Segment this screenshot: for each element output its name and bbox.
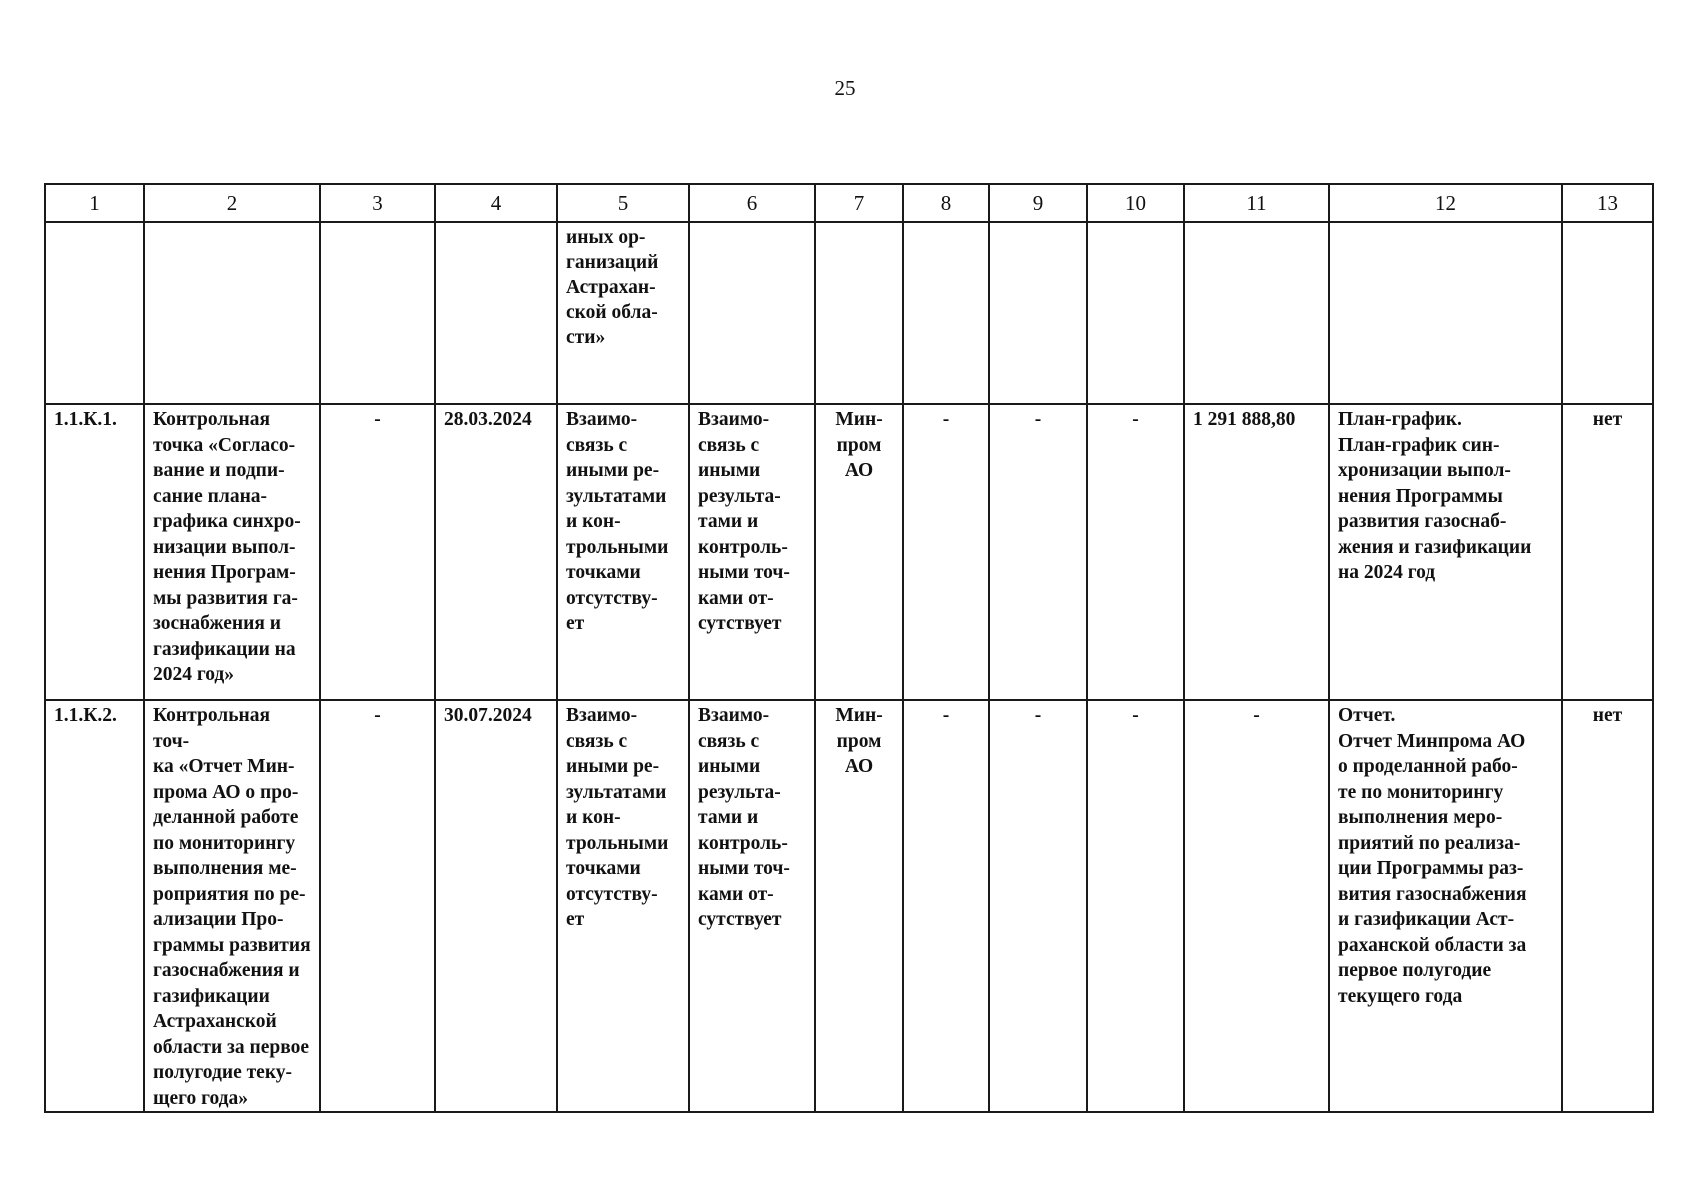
column-header-8: 8 — [903, 184, 989, 222]
cell-col9: - — [989, 404, 1087, 700]
cell-date: 30.07.2024 — [435, 700, 557, 1112]
column-header-3: 3 — [320, 184, 435, 222]
column-header-9: 9 — [989, 184, 1087, 222]
cell-col8 — [903, 222, 989, 404]
column-header-7: 7 — [815, 184, 903, 222]
cell-relation-results: Взаимо- связь с иными ре- зультатами и кон- трольными точками отсутству- ет — [557, 404, 689, 700]
cell-document — [1329, 222, 1562, 404]
column-header-12: 12 — [1329, 184, 1562, 222]
cell-amount — [1184, 222, 1329, 404]
cell-document: План-график. План-график син- хронизации выпол- нения Программы развития газоснаб- жения и газификации на 2024 год — [1329, 404, 1562, 700]
cell-col10: - — [1087, 700, 1184, 1112]
cell-col3: - — [320, 404, 435, 700]
checkpoints-table — [44, 183, 1654, 1113]
cell-number: 1.1.К.2. — [45, 700, 144, 1112]
checkpoint-row-2 — [45, 700, 1653, 1112]
continuation-row — [45, 222, 1653, 404]
cell-col13: нет — [1562, 404, 1653, 700]
cell-col10 — [1087, 222, 1184, 404]
cell-amount: 1 291 888,80 — [1184, 404, 1329, 700]
column-header-13: 13 — [1562, 184, 1653, 222]
cell-document: Отчет. Отчет Минпрома АО о проделанной рабо- те по мониторингу выполнения меро- приятий по реализа- ции Программы раз- вития газоснабжения и газификации Аст- раханской области за первое полугодие текущего года — [1329, 700, 1562, 1112]
cell-col13 — [1562, 222, 1653, 404]
cell-col8: - — [903, 404, 989, 700]
cell-name: Контрольная точка «Согласо- вание и подпи- сание плана- графика синхро- низации выпол- нения Програм- мы развития га- зоснабжения и газификации на 2024 год» — [144, 404, 320, 700]
cell-relation-results: иных ор- ганизаций Астрахан- ской обла- сти» — [557, 222, 689, 404]
cell-relation-checkpoints: Взаимо- связь с иными результа- тами и контроль- ными точ- ками от- сутствует — [689, 404, 815, 700]
column-header-4: 4 — [435, 184, 557, 222]
cell-name — [144, 222, 320, 404]
cell-col9 — [989, 222, 1087, 404]
checkpoint-row-1 — [45, 404, 1653, 700]
cell-col8: - — [903, 700, 989, 1112]
cell-amount: - — [1184, 700, 1329, 1112]
column-header-2: 2 — [144, 184, 320, 222]
cell-col9: - — [989, 700, 1087, 1112]
cell-responsible — [815, 222, 903, 404]
column-number-row — [45, 184, 1653, 222]
column-header-10: 10 — [1087, 184, 1184, 222]
cell-date — [435, 222, 557, 404]
cell-col3 — [320, 222, 435, 404]
column-header-6: 6 — [689, 184, 815, 222]
column-header-1: 1 — [45, 184, 144, 222]
column-header-11: 11 — [1184, 184, 1329, 222]
cell-date: 28.03.2024 — [435, 404, 557, 700]
cell-name: Контрольная точ- ка «Отчет Мин- прома АО о про- деланной работе по мониторингу выполнения ме- роприятия по ре- ализации Про- граммы развития газоснабжения и газификации Астраханской области за первое полугодие теку- щего года» — [144, 700, 320, 1112]
cell-col3: - — [320, 700, 435, 1112]
column-header-5: 5 — [557, 184, 689, 222]
cell-col10: - — [1087, 404, 1184, 700]
cell-relation-checkpoints — [689, 222, 815, 404]
cell-relation-checkpoints: Взаимо- связь с иными результа- тами и контроль- ными точ- ками от- сутствует — [689, 700, 815, 1112]
cell-number — [45, 222, 144, 404]
cell-col13: нет — [1562, 700, 1653, 1112]
cell-responsible: Мин- пром АО — [815, 404, 903, 700]
cell-relation-results: Взаимо- связь с иными ре- зультатами и кон- трольными точками отсутству- ет — [557, 700, 689, 1112]
cell-number: 1.1.К.1. — [45, 404, 144, 700]
page-number: 25 — [834, 76, 856, 100]
cell-responsible: Мин- пром АО — [815, 700, 903, 1112]
